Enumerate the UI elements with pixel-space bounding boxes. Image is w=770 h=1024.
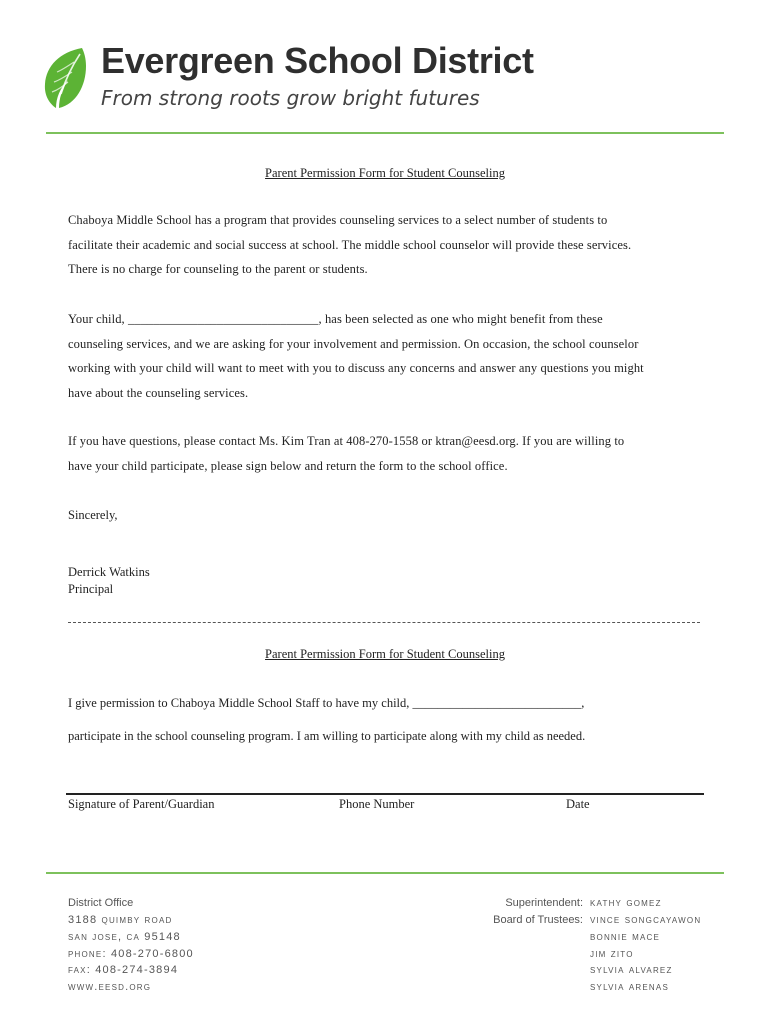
slip-participation-line: participate in the school counseling program. I am willing to participate along with my child as needed. (68, 729, 586, 743)
paragraph-line: have about the counseling services. (68, 386, 249, 401)
trustee-name: bonnie mace (590, 931, 661, 943)
letter-paragraph-3 (68, 429, 708, 478)
trustee-name: sylvia arenas (590, 981, 669, 993)
paragraph-line: facilitate their academic and social success at school. The middle school counselor will provide these services. (68, 237, 632, 252)
slip-permission-line: I give permission to Chaboya Middle School Staff to have my child, ___________________________, (68, 696, 585, 710)
letter-paragraph-2 (68, 307, 708, 406)
district-name: Evergreen School District (101, 40, 534, 81)
phone-text: phone: 408-270-6800 (68, 948, 194, 960)
paragraph-line: counseling services, and we are asking for your involvement and permission. On occasion, the school counselor (68, 336, 639, 351)
paragraph-line: Chaboya Middle School has a program that provides counseling services to a select number of students to (68, 213, 608, 227)
address-line-2: san jose, ca 95148 (68, 931, 181, 943)
phone-number-label: Phone Number (339, 797, 415, 811)
website-link[interactable]: www.eesd.org (68, 981, 152, 993)
paragraph-line: have your child participate, please sign below and return the form to the school office. (68, 458, 508, 473)
leaf-logo-icon (42, 46, 88, 110)
date-label: Date (566, 797, 590, 811)
trustee-name: vince songcayawon (590, 914, 702, 926)
paragraph-line: working with your child will want to meet with you to discuss any concerns and answer any questions you might (68, 361, 644, 376)
trustees-label: Board of Trustees: (493, 914, 583, 926)
signature-line (66, 793, 704, 795)
signer-name: Derrick Watkins (68, 565, 150, 579)
signature-label: Signature of Parent/Guardian (68, 797, 215, 811)
letter-title: Parent Permission Form for Student Counseling (265, 166, 505, 180)
letter-closing: Sincerely, (68, 508, 118, 522)
superintendent-label: Superintendent: (505, 897, 583, 909)
footer-divider (46, 872, 724, 874)
district-office-label: District Office (68, 897, 134, 909)
letter-paragraph-1 (68, 208, 708, 282)
slip-title: Parent Permission Form for Student Counseling (265, 647, 505, 661)
district-tagline: From strong roots grow bright futures (101, 86, 480, 110)
signer-title: Principal (68, 582, 114, 596)
superintendent-name: kathy gomez (590, 897, 662, 909)
header-divider (46, 132, 724, 134)
address-line-1: 3188 quimby road (68, 914, 173, 926)
paragraph-line: Your child, ______________________________, has been selected as one who might benefit from these (68, 312, 603, 326)
trustee-name: jim zito (590, 948, 634, 960)
paragraph-line: There is no charge for counseling to the parent or students. (68, 262, 368, 277)
cut-line (68, 622, 700, 623)
trustee-name: sylvia alvarez (590, 964, 673, 976)
fax-text: fax: 408-274-3894 (68, 964, 179, 976)
paragraph-line: If you have questions, please contact Ms. Kim Tran at 408-270-1558 or ktran@eesd.org. If you are willing to (68, 434, 625, 448)
